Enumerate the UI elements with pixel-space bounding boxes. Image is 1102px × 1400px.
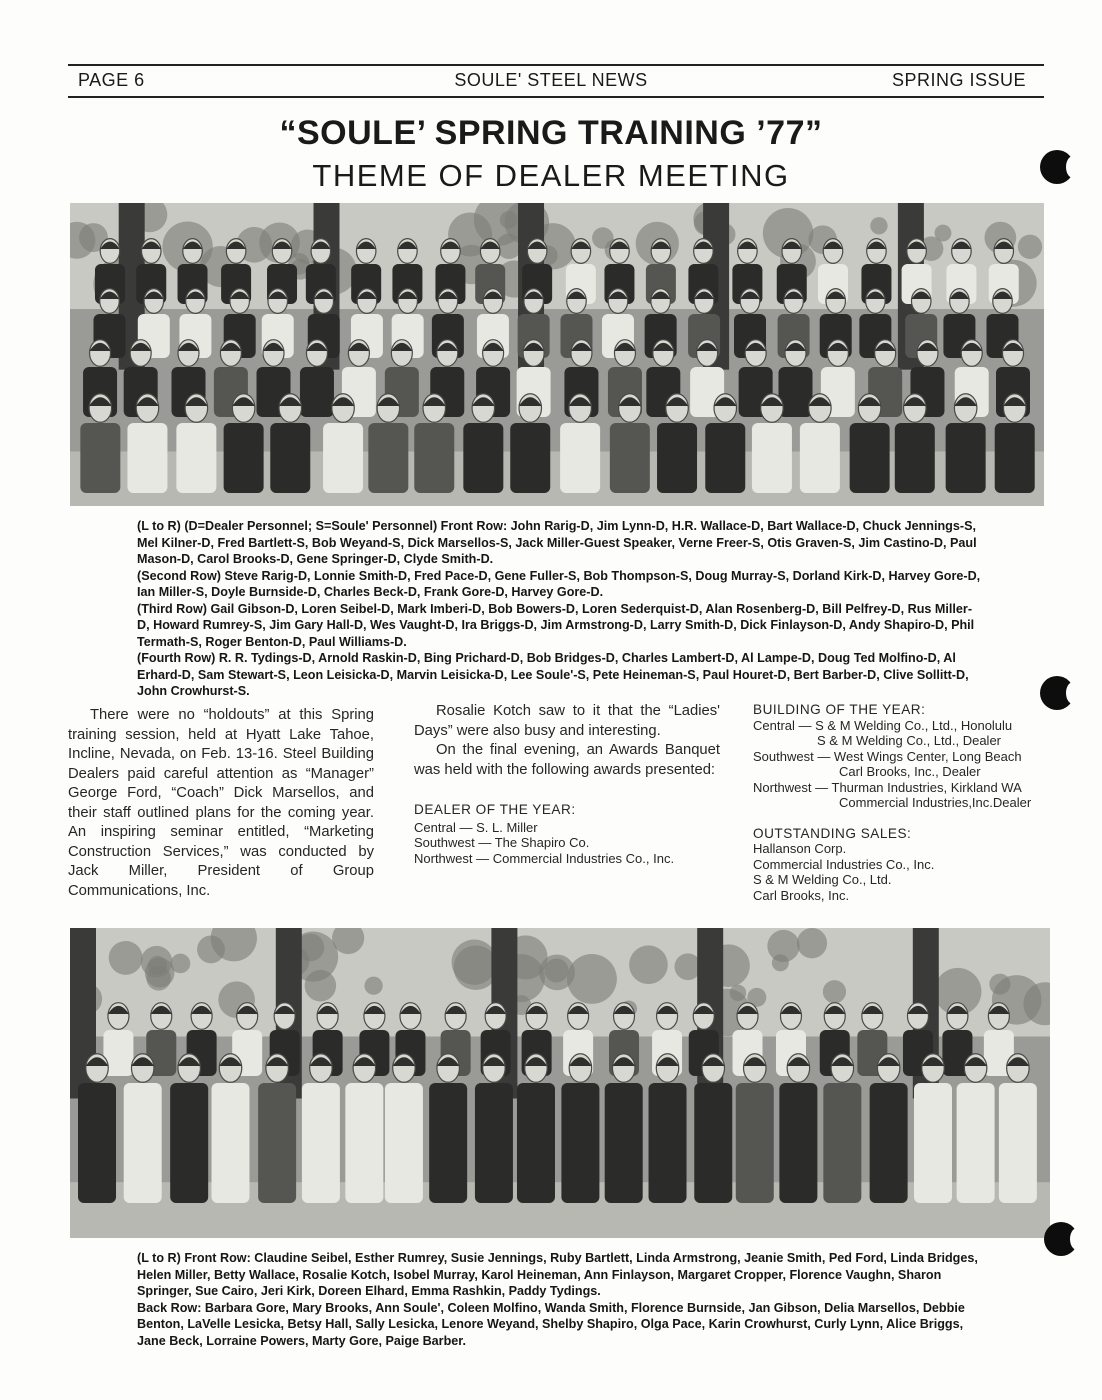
header-bottom-rule: [68, 96, 1044, 98]
article-column-2: [414, 702, 720, 866]
building-award-southwest: Southwest — West Wings Center, Long Beach: [753, 748, 1022, 764]
sales-award-item: Commercial Industries Co., Inc.: [753, 856, 935, 872]
dealer-award-central: Central — S. L. Miller: [414, 819, 538, 835]
caption-fourth-row: (Fourth Row) R. R. Tydings-D, Arnold Raskin-D, Bing Prichard-D, Bob Bridges-D, Charles Lambert-D, Al Lampe-D, Doug Ted Molfino-D, Al Erhard-D, Sam Stewart-S, Leon Leisicka-D, Marvin Leisicka-D, Lee Soule'-S, Pete Heineman-S, Paul Houret-D, Bert Barber-D, Clive Sollitt-D, John Crowhurst-S.: [137, 651, 969, 698]
sales-award-item: S & M Welding Co., Ltd.: [753, 872, 892, 887]
dealer-award-southwest: Southwest — The Shapiro Co.: [414, 835, 590, 850]
building-award-title: BUILDING OF THE YEAR:: [753, 702, 926, 717]
caption-back-row: Back Row: Barbara Gore, Mary Brooks, Ann Soule', Coleen Molfino, Wanda Smith, Florence Burnside, Jan Gibson, Delia Marsellos, Debbie Benton, LaVelle Lesicka, Betsy Hall, Sally Lesicka, Lenore Weyand, Shelby Shapiro, Olga Pace, Karin Crowhurst, Curly Lynn, Alice Briggs, Jane Beck, Lorraine Powers, Marty Gore, Paige Barber.: [137, 1300, 965, 1348]
article-column-3: [753, 702, 1053, 903]
binder-hole: [1040, 150, 1074, 184]
building-award-central-dealer: S & M Welding Co., Ltd., Dealer: [817, 733, 1002, 748]
dealer-award-northwest: Northwest — Commercial Industries Co., Inc.: [414, 850, 675, 866]
caption-second-row: (Second Row) Steve Rarig-D, Lonnie Smith-D, Fred Pace-D, Gene Fuller-S, Bob Thompson-S, Doug Murray-S, Dorland Kirk-D, Harvey Gore-D, Ian Miller-S, Doyle Burnside-D, Charles Beck-D, Frank Gore-D, Harvey Gore-D.: [137, 568, 981, 599]
newsletter-title: SOULE' STEEL NEWS: [454, 70, 648, 90]
caption-third-row: (Third Row) Gail Gibson-D, Loren Seibel-D, Mark Imberi-D, Bob Bowers-D, Loren Sederquist-D, Alan Rosenberg-D, Bill Pelfrey-D, Rus Miller-D, Howard Rumrey-S, Jim Gary Hall-D, Wes Vaught-D, Ira Briggs-D, Jim Armstrong-D, Larry Smith-D, Dick Finlayson-D, Andy Shapiro-D, Phil Termath-S, Roger Benton-D, Paul Williams-D.: [137, 601, 975, 649]
caption-front-row: (L to R) (D=Dealer Personnel; S=Soule' Personnel) Front Row: John Rarig-D, Jim Lynn-D, H.R. Wallace-D, Bart Wallace-D, Chuck Jennings-S, Mel Kilner-D, Fred Bartlett-S, Bob Weyand-S, Dick Marsellos-S, Jack Miller-Guest Speaker, Verne Freer-S, Otis Graven-S, Jim Castino-D, Paul Mason-D, Carol Brooks-D, Gene Springer-D, Clyde Smith-D.: [137, 519, 977, 566]
binder-hole: [1044, 1222, 1078, 1256]
header-top-rule: [68, 64, 1044, 66]
ladies-photo-caption: [137, 1250, 989, 1349]
sales-award-title: OUTSTANDING SALES:: [753, 825, 912, 841]
ladies-days-paragraph: Rosalie Kotch saw to it that the “Ladies' Days” were also busy and interesting.: [414, 703, 720, 739]
awards-paragraph: On the final evening, an Awards Banquet was held with the following awards presented:: [414, 742, 720, 778]
page-number: PAGE 6: [78, 70, 145, 90]
dealer-group-photo: [70, 203, 1044, 506]
dealer-photo-caption: [137, 518, 983, 700]
sales-award-item: Hallanson Corp.: [753, 841, 847, 856]
subheadline: THEME OF DEALER MEETING: [312, 158, 790, 193]
article-paragraph: There were no “holdouts” at this Spring training session, held at Hyatt Lake Tahoe, Incline, Nevada, on Feb. 13-16. Steel Building Dealers paid careful attention as “Manager” George Ford, “Coach” Dick Marsellos, and their staff outlined plans for the coming year. An inspiring seminar entitled, “Marketing Construction Services,” was conducted by Jack Miller, President of Group Communications, Inc.: [68, 707, 374, 899]
dealer-award-title: DEALER OF THE YEAR:: [414, 802, 576, 817]
issue-label: SPRING ISSUE: [891, 70, 1026, 90]
building-award-southwest-dealer: Carl Brooks, Inc., Dealer: [839, 764, 981, 779]
article-column-1: [68, 706, 374, 901]
caption-front-row: (L to R) Front Row: Claudine Seibel, Esther Rumrey, Susie Jennings, Ruby Bartlett, Linda Armstrong, Jeanie Smith, Ped Ford, Linda Bridges, Helen Miller, Betty Wallace, Rosalie Kotch, Isobel Murray, Karol Heineman, Ann Finlayson, Margaret Cropper, Florence Vaughn, Sharon Springer, Sue Cairo, Jeri Kirk, Doreen Elhard, Emma Rashkin, Paddy Tydings.: [137, 1251, 978, 1298]
binder-hole: [1040, 676, 1074, 710]
building-award-central: Central — S & M Welding Co., Ltd., Honolulu: [753, 717, 1013, 733]
headline: “SOULE’ SPRING TRAINING ’77”: [279, 114, 823, 152]
sales-award-item: Carl Brooks, Inc.: [753, 887, 850, 903]
building-award-northwest: Northwest — Thurman Industries, Kirkland WA: [753, 779, 1022, 795]
building-award-northwest-dealer: Commercial Industries,Inc.Dealer: [839, 795, 1032, 810]
ladies-group-photo: [70, 928, 1050, 1238]
